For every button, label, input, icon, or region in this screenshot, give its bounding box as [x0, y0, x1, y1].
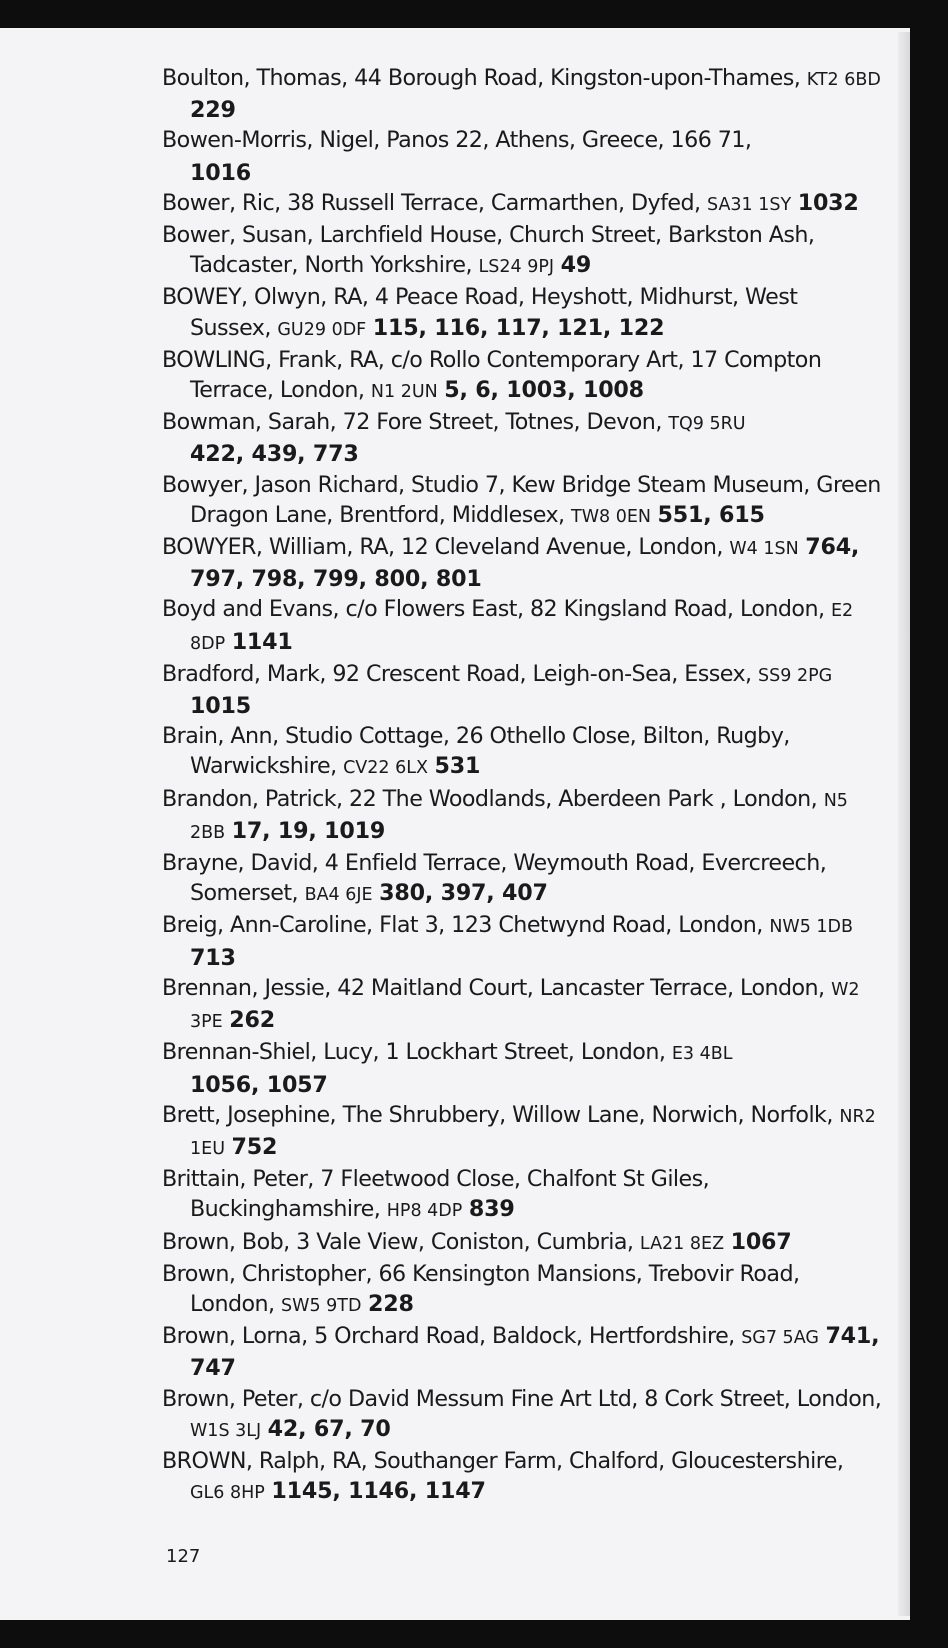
- index-entry: Breig, Ann-Caroline, Flat 3, 123 Chetwynd Road, London, NW5 1DB 713: [162, 912, 854, 971]
- index-entry: Brennan, Jessie, 42 Maitland Court, Lancaster Terrace, London, W2 3PE 262: [162, 974, 860, 1034]
- index-entry: Bowyer, Jason Richard, Studio 7, Kew Bridge Steam Museum, Green Dragon Lane, Brentford, Middlesex, TW8 0EN 551, 615: [162, 471, 881, 528]
- index-entry: Bower, Susan, Larchfield House, Church Street, Barkston Ash, Tadcaster, North Yorkshire, LS24 9PJ 49: [162, 222, 815, 279]
- index-entry: Brett, Josephine, The Shrubbery, Willow Lane, Norwich, Norfolk, NR2 1EU 752: [162, 1101, 876, 1160]
- index-entry: Brennan-Shiel, Lucy, 1 Lockhart Street, London, E3 4BL 1056, 1057: [162, 1039, 733, 1098]
- index-entry: Brain, Ann, Studio Cottage, 26 Othello Close, Bilton, Rugby, Warwickshire, CV22 6LX 531: [162, 723, 790, 780]
- index-entry: BOWLING, Frank, RA, c/o Rollo Contemporary Art, 17 Compton Terrace, London, N1 2UN 5, 6, 1003, 1008: [162, 346, 822, 404]
- page-edge: [898, 32, 910, 1616]
- index-entry: Brown, Christopher, 66 Kensington Mansions, Trebovir Road, London, SW5 9TD 228: [162, 1260, 800, 1317]
- index-entry: Brayne, David, 4 Enfield Terrace, Weymouth Road, Evercreech, Somerset, BA4 6JE 380, 397, 407: [162, 850, 827, 907]
- index-entry: Brown, Lorna, 5 Orchard Road, Baldock, Hertfordshire, SG7 5AG 741, 747: [162, 1323, 880, 1382]
- index-entry: BROWN, Ralph, RA, Southanger Farm, Chalford, Gloucestershire, GL6 8HP 1145, 1146, 1147: [162, 1447, 844, 1505]
- show-through: [120, 58, 134, 118]
- page-number: 127: [166, 1546, 201, 1567]
- index-entry: Brown, Peter, c/o David Messum Fine Art Ltd, 8 Cork Street, London, W1S 3LJ 42, 67, 70: [162, 1385, 882, 1442]
- index-entry: Bradford, Mark, 92 Crescent Road, Leigh-on-Sea, Essex, SS9 2PG 1015: [162, 660, 833, 720]
- index-entry: BOWYER, William, RA, 12 Cleveland Avenue, London, W4 1SN 764, 797, 798, 799, 800, 801: [162, 534, 860, 593]
- index-entry: Brandon, Patrick, 22 The Woodlands, Aberdeen Park , London, N5 2BB 17, 19, 1019: [162, 785, 848, 844]
- index-entries: [162, 63, 882, 1508]
- book-page: [0, 28, 910, 1620]
- index-entry: Boulton, Thomas, 44 Borough Road, Kingston-upon-Thames, KT2 6BD 229: [162, 65, 881, 124]
- index-entry: Boyd and Evans, c/o Flowers East, 82 Kingsland Road, London, E2 8DP 1141: [162, 596, 854, 655]
- index-entry: Bowen-Morris, Nigel, Panos 22, Athens, Greece, 166 71, 1016: [162, 127, 752, 186]
- index-entry: Bowman, Sarah, 72 Fore Street, Totnes, Devon, TQ9 5RU 422, 439, 773: [162, 409, 746, 468]
- index-entry: Brown, Bob, 3 Vale View, Coniston, Cumbria, LA21 8EZ 1067: [162, 1228, 792, 1255]
- index-entry: Bower, Ric, 38 Russell Terrace, Carmarthen, Dyfed, SA31 1SY 1032: [162, 189, 859, 216]
- index-entry: Brittain, Peter, 7 Fleetwood Close, Chalfont St Giles, Buckinghamshire, HP8 4DP 839: [162, 1166, 710, 1223]
- index-entry: BOWEY, Olwyn, RA, 4 Peace Road, Heyshott, Midhurst, West Sussex, GU29 0DF 115, 116, 117, 121, 122: [162, 284, 798, 341]
